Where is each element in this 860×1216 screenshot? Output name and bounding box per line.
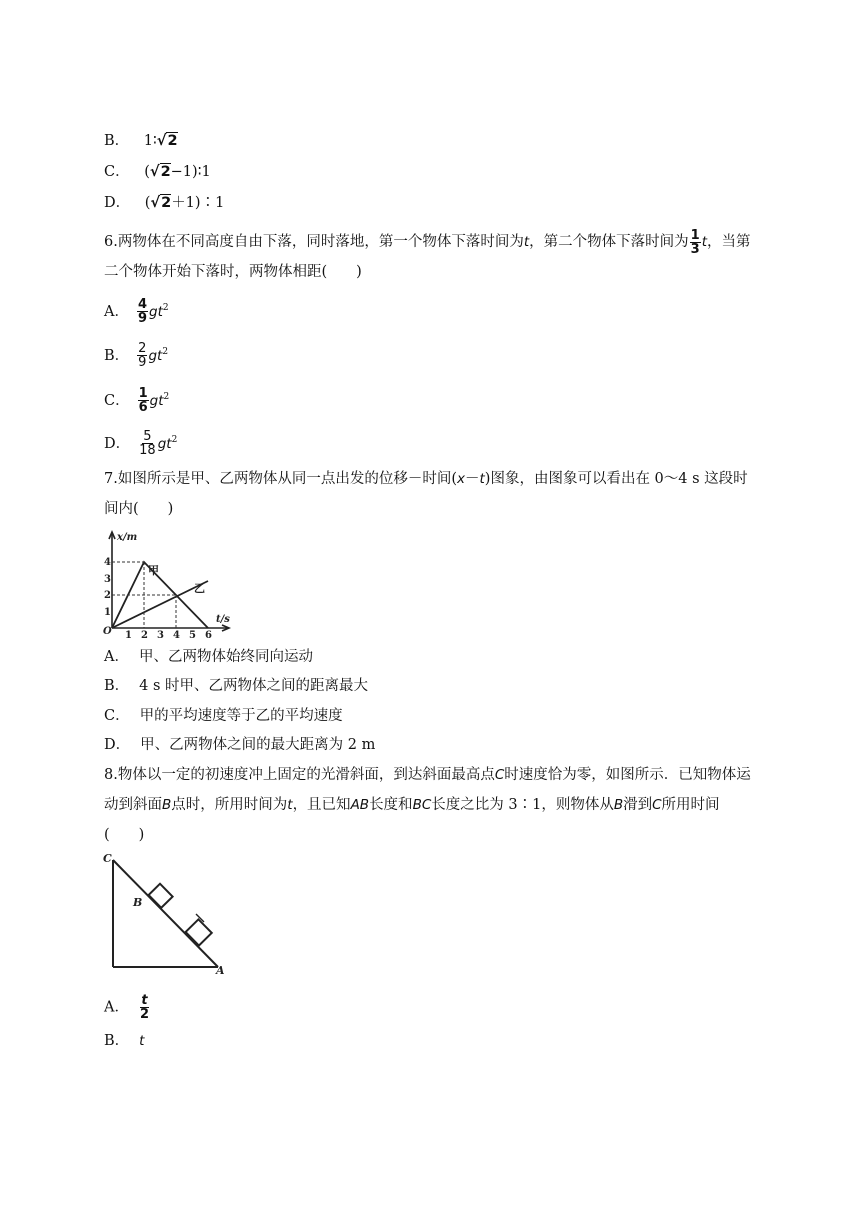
- q7-option-b: [104, 676, 368, 696]
- denominator: 2: [139, 1007, 150, 1022]
- option-label: C．: [104, 164, 130, 180]
- denominator: 18: [139, 443, 156, 459]
- xt-graph-figure: [100, 526, 240, 640]
- x-tick-4: 4: [173, 630, 180, 640]
- denominator: 9: [138, 355, 147, 371]
- option-label: B．: [104, 133, 130, 149]
- option-label: B．: [104, 1033, 130, 1049]
- option-label: D．: [104, 737, 131, 753]
- label-c: C: [103, 852, 112, 865]
- q6-option-a: [104, 298, 169, 325]
- option-label: C．: [104, 392, 130, 409]
- fraction: [137, 298, 148, 325]
- x-tick-3: 3: [157, 630, 164, 640]
- denominator: 6: [138, 400, 148, 416]
- stem-text: 7.如图所示是甲、乙两物体从同一点出发的位移－时间(: [104, 471, 457, 487]
- fraction: [690, 229, 701, 256]
- label-b: B: [133, 896, 143, 909]
- exponent: 2: [162, 347, 169, 357]
- expression: gt: [149, 303, 163, 320]
- var-bc: BC: [412, 797, 432, 813]
- var-b: B: [613, 797, 624, 813]
- exponent: 2: [162, 303, 169, 313]
- var-t: t: [479, 471, 485, 487]
- q7-option-c: [104, 706, 343, 726]
- denominator: 9: [137, 311, 148, 327]
- option-label: A．: [104, 999, 129, 1016]
- q6-option-b: [104, 342, 168, 369]
- option-text: 甲、乙两物体始终同向运动: [138, 649, 313, 665]
- stem-text: 滑到: [623, 797, 653, 813]
- var-c: C: [494, 767, 505, 783]
- q8-option-b: [104, 1031, 144, 1051]
- numerator: t: [141, 993, 148, 1008]
- stem-text: 点时，所用时间为: [171, 797, 288, 813]
- option-text: t: [139, 1033, 145, 1049]
- expression: gt: [157, 435, 172, 452]
- numerator: 4: [137, 297, 148, 313]
- option-text: (: [144, 164, 150, 180]
- y-tick-1: 1: [104, 607, 111, 618]
- q5-option-d: [104, 193, 224, 213]
- x-axis-label: t/s: [216, 614, 230, 625]
- block-lower: [186, 919, 212, 945]
- stem-text: 6.两物体在不同高度自由下落，同时落地，第一个物体下落时间为: [104, 234, 524, 250]
- fraction: [138, 430, 157, 457]
- y-tick-2: 2: [104, 590, 111, 601]
- q7-option-a: [104, 647, 313, 667]
- option-label: D．: [104, 435, 131, 452]
- block-at-b: [149, 884, 173, 908]
- option-label: D．: [104, 195, 131, 211]
- jia-label: 甲: [148, 564, 159, 577]
- sqrt-symbol: √2: [149, 164, 171, 180]
- var-t: t: [287, 797, 293, 813]
- stem-text: 8.物体以一定的初速度冲上固定的光滑斜面，到达斜面最高点: [104, 767, 495, 783]
- numerator: 5: [143, 429, 152, 445]
- q7-stem: [104, 464, 756, 524]
- stem-text: 长度之比为 3∶1，则物体从: [431, 797, 614, 813]
- stem-text: 长度和: [369, 797, 413, 813]
- fraction: [139, 994, 150, 1021]
- y-tick-3: 3: [104, 574, 111, 585]
- option-label: A．: [104, 303, 129, 320]
- option-text: 甲的平均速度等于乙的平均速度: [139, 708, 343, 724]
- incline-figure: [100, 850, 232, 978]
- q8-stem: [104, 760, 756, 850]
- option-text: ＋1)∶1: [171, 195, 225, 211]
- var-ab: AB: [350, 797, 370, 813]
- stem-text: ，第二个物体下落时间为: [529, 234, 689, 250]
- option-text: 1∶: [143, 133, 157, 149]
- exponent: 2: [171, 435, 178, 445]
- option-text: −1)∶1: [170, 164, 211, 180]
- fraction: [137, 342, 147, 369]
- incline-slope: [113, 860, 218, 967]
- numerator: 1: [138, 386, 148, 402]
- sqrt-symbol: √2: [156, 133, 178, 149]
- exponent: 2: [163, 392, 170, 402]
- var-b: B: [162, 797, 172, 813]
- radicand: 2: [161, 195, 172, 211]
- x-tick-2: 2: [141, 630, 148, 640]
- stem-text: 时速度恰为零，如图所示．已知物体运动到斜面: [104, 767, 751, 813]
- radicand: 2: [167, 133, 178, 149]
- q6-stem: [104, 227, 756, 287]
- option-text: 甲、乙两物体之间的最大距离为 2 m: [140, 737, 376, 753]
- yi-label: 乙: [194, 582, 205, 595]
- stem-text: )图象，由图象可以看出在 0～4 s 这段时间内( ): [104, 471, 748, 517]
- stem-text: 所用时间( ): [104, 797, 720, 843]
- var-t: t: [701, 234, 707, 250]
- option-text: (: [144, 195, 151, 211]
- expression: gt: [149, 392, 164, 409]
- var-x: x: [457, 471, 465, 487]
- var-t: t: [523, 234, 530, 250]
- option-label: B．: [104, 678, 130, 694]
- option-label: A．: [104, 649, 129, 665]
- stem-text: ，且已知: [292, 797, 351, 813]
- q6-option-d: [104, 430, 177, 457]
- denominator: 3: [690, 241, 700, 257]
- sqrt-symbol: √2: [150, 195, 172, 211]
- q6-option-c: [104, 387, 169, 414]
- stem-text: ，当第二个物体开始下落时，两物体相距( ): [104, 234, 751, 280]
- q5-option-b: [104, 131, 178, 151]
- y-axis-label: x/m: [117, 532, 138, 543]
- q5-option-c: [104, 162, 211, 182]
- radicand: 2: [160, 164, 171, 180]
- label-a: A: [216, 964, 225, 977]
- origin-label: O: [103, 626, 112, 637]
- option-text: 4 s 时甲、乙两物体之间的距离最大: [139, 678, 369, 694]
- q8-option-a: [104, 994, 151, 1021]
- var-c: C: [652, 797, 662, 813]
- q7-option-d: [104, 735, 375, 755]
- y-tick-4: 4: [104, 557, 111, 568]
- numerator: 1: [690, 227, 700, 243]
- expression: gt: [148, 347, 163, 364]
- option-label: C．: [104, 708, 130, 724]
- option-label: B．: [104, 347, 130, 364]
- x-tick-5: 5: [189, 630, 196, 640]
- numerator: 2: [138, 341, 147, 357]
- fraction: [138, 387, 149, 414]
- x-tick-6: 6: [205, 630, 212, 640]
- x-tick-1: 1: [125, 630, 132, 640]
- minus-sign: －: [465, 471, 480, 487]
